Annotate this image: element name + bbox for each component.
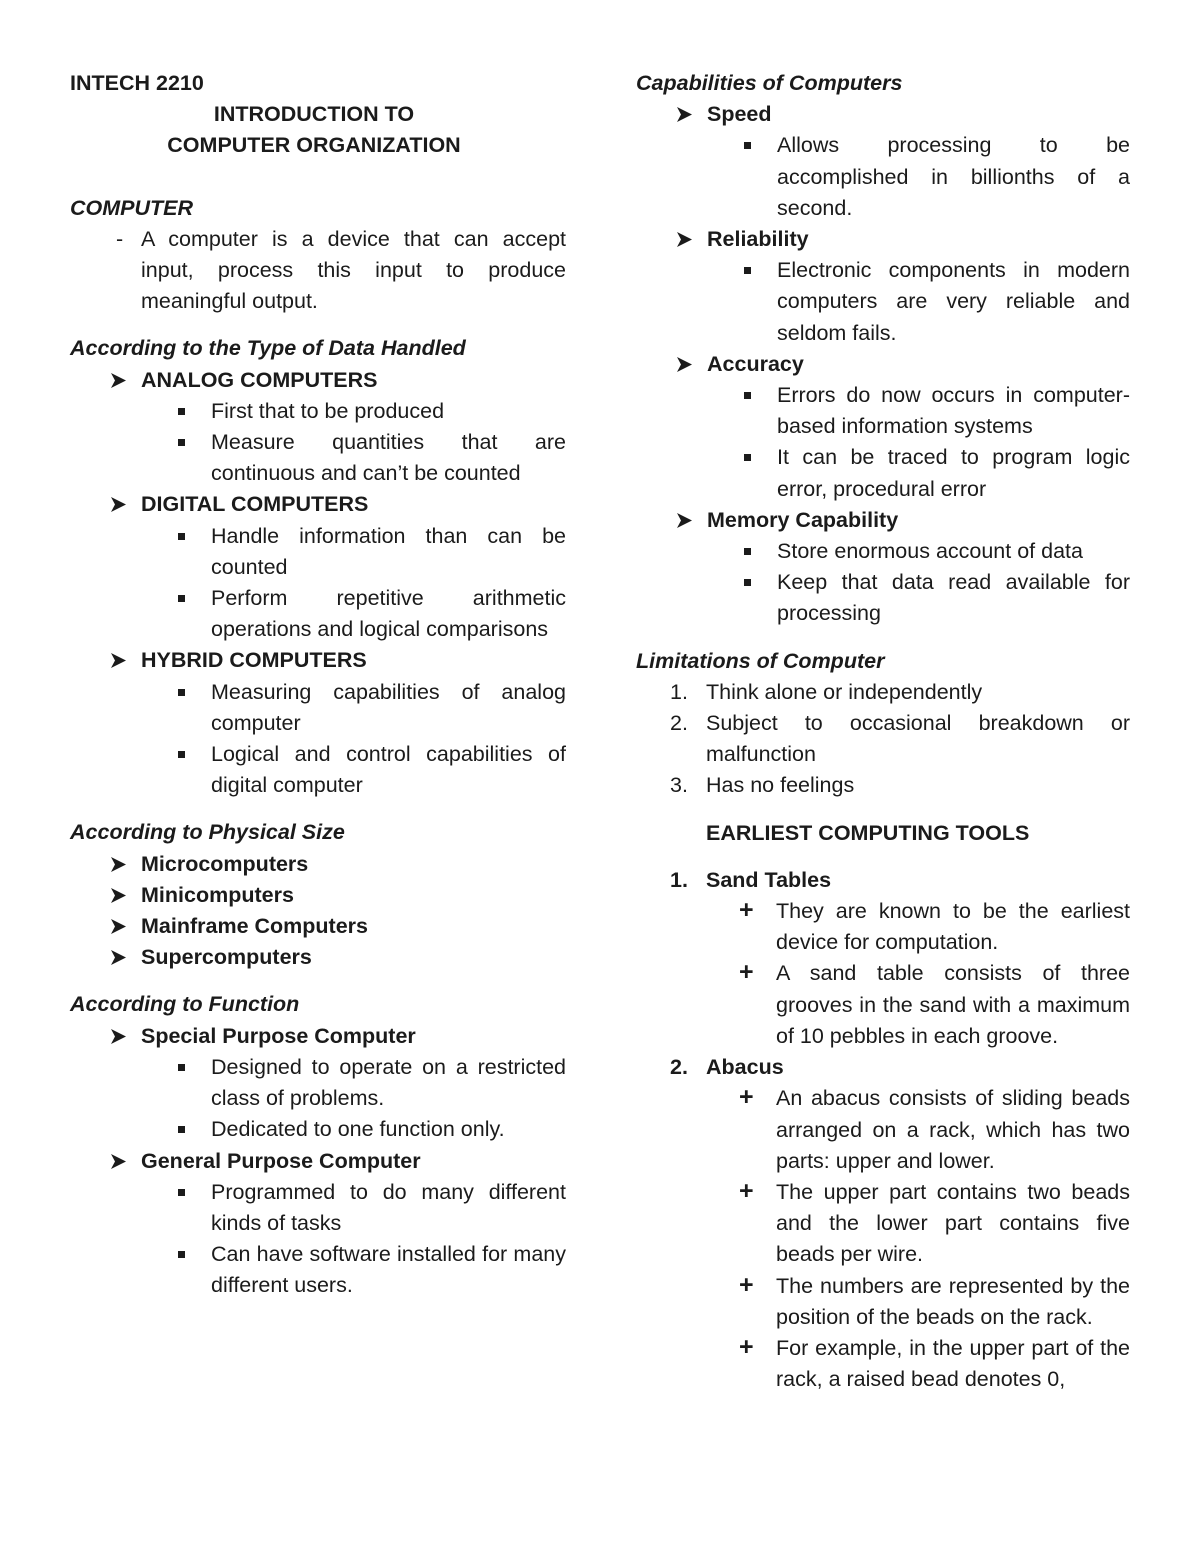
capabilities-heading: Capabilities of Computers — [636, 71, 903, 95]
arrow-bullet-icon — [108, 1146, 130, 1177]
list-number: 2. — [670, 711, 688, 736]
tool-name: Sand Tables — [706, 867, 832, 892]
limitation-text: Subject to occasional breakdown or malfunction — [706, 711, 1130, 767]
category-item — [70, 645, 566, 676]
arrow-bullet-icon — [674, 99, 696, 130]
bullet-text: First that to be produced — [211, 398, 445, 423]
square-bullet-icon — [178, 689, 185, 696]
limitation-item — [636, 677, 1130, 708]
arrow-bullet-icon — [108, 942, 130, 973]
bullet-text: Measuring capabilities of analog computer — [211, 679, 566, 735]
dash-marker: - — [116, 226, 124, 251]
bullet-text: Handle information than can be counted — [211, 523, 566, 579]
arrow-bullet-icon — [674, 224, 696, 255]
bullet-text: Programmed to do many different kinds of tasks — [211, 1179, 566, 1235]
bullet-point — [70, 583, 566, 645]
tool-point — [636, 1333, 1130, 1395]
bullet-point — [636, 442, 1130, 504]
bullet-point — [70, 1239, 566, 1301]
category-label: Mainframe Computers — [141, 914, 368, 939]
plus-bullet-icon: + — [739, 1332, 754, 1361]
arrow-bullet-icon — [108, 489, 130, 520]
bullet-text: Electronic components in modern computers are very reliable and seldom fails. — [777, 258, 1130, 345]
arrow-bullet-icon — [108, 849, 130, 880]
category-item — [636, 349, 1130, 380]
bullet-point — [70, 739, 566, 801]
category-label: Speed — [707, 102, 772, 127]
square-bullet-icon — [178, 439, 185, 446]
document-title-line-1: INTRODUCTION TO — [213, 102, 415, 127]
category-item — [70, 942, 566, 973]
plus-bullet-icon: + — [739, 1083, 754, 1112]
bullet-text: Allows processing to be accomplished in billionths of a second. — [777, 133, 1130, 220]
limitations-heading: Limitations of Computer — [636, 648, 885, 673]
category-label: Accuracy — [707, 351, 804, 376]
category-item — [70, 1021, 566, 1052]
square-bullet-icon — [178, 1189, 185, 1196]
type-heading: According to the Type of Data Handled — [70, 336, 466, 361]
category-label: Microcomputers — [141, 851, 309, 876]
category-label: Memory Capability — [707, 507, 899, 532]
bullet-text: Perform repetitive arithmetic operations and logical comparisons — [211, 586, 566, 642]
tool-name: Abacus — [706, 1055, 784, 1080]
square-bullet-icon — [178, 595, 185, 602]
plus-bullet-icon: + — [739, 958, 754, 987]
limitation-text: Has no feelings — [706, 773, 855, 798]
bullet-text: Dedicated to one function only. — [211, 1117, 505, 1142]
tools-list — [636, 865, 1130, 1395]
square-bullet-icon — [744, 267, 751, 274]
square-bullet-icon — [744, 579, 751, 586]
document-title-line-2: COMPUTER ORGANIZATION — [167, 133, 461, 158]
category-item — [70, 1146, 566, 1177]
bullet-point — [70, 1052, 566, 1114]
category-label: Special Purpose Computer — [141, 1023, 416, 1048]
bullet-text: Can have software installed for many different users. — [211, 1242, 566, 1298]
bullet-point — [70, 1177, 566, 1239]
category-item — [70, 911, 566, 942]
category-item — [70, 365, 566, 396]
tool-item — [636, 865, 1130, 896]
tools-heading: EARLIEST COMPUTING TOOLS — [706, 820, 1030, 845]
square-bullet-icon — [744, 392, 751, 399]
bullet-point — [70, 427, 566, 489]
function-list — [70, 1021, 566, 1302]
arrow-bullet-icon — [108, 911, 130, 942]
square-bullet-icon — [744, 142, 751, 149]
arrow-bullet-icon — [674, 505, 696, 536]
tool-point-text: The numbers are represented by the position of the beads on the rack. — [776, 1273, 1130, 1329]
list-number: 1. — [670, 867, 688, 892]
bullet-text: Keep that data read available for processing — [777, 570, 1130, 626]
category-item — [70, 489, 566, 520]
tool-point-text: The upper part contains two beads and the lower part contains five beads per wire. — [776, 1179, 1130, 1267]
type-list — [70, 365, 566, 802]
bullet-point — [636, 255, 1130, 349]
list-number: 2. — [670, 1055, 688, 1080]
category-item — [70, 880, 566, 911]
category-label: DIGITAL COMPUTERS — [141, 492, 369, 517]
bullet-text: Errors do now occurs in computer-based information systems — [777, 383, 1130, 439]
bullet-text: Logical and control capabilities of digital computer — [211, 742, 566, 798]
square-bullet-icon — [178, 1251, 185, 1258]
square-bullet-icon — [178, 751, 185, 758]
square-bullet-icon — [178, 1126, 185, 1133]
tool-item — [636, 1052, 1130, 1083]
category-label: General Purpose Computer — [141, 1148, 421, 1173]
category-item — [636, 505, 1130, 536]
square-bullet-icon — [744, 548, 751, 555]
size-list — [70, 849, 566, 974]
size-heading: According to Physical Size — [70, 820, 345, 845]
bullet-text: Store enormous account of data — [777, 539, 1083, 564]
category-label: HYBRID COMPUTERS — [141, 648, 367, 673]
tool-point — [636, 1271, 1130, 1333]
course-code: INTECH 2210 — [70, 71, 204, 95]
bullet-point — [70, 521, 566, 583]
category-item — [70, 849, 566, 880]
plus-bullet-icon: + — [739, 1270, 754, 1299]
bullet-point — [636, 567, 1130, 629]
list-number: 1. — [670, 679, 688, 704]
computer-heading: COMPUTER — [70, 195, 194, 220]
left-column — [70, 68, 566, 1302]
square-bullet-icon — [178, 408, 185, 415]
limitation-item — [636, 770, 1130, 801]
tool-point — [636, 896, 1130, 958]
right-column — [636, 68, 1130, 1395]
square-bullet-icon — [744, 454, 751, 461]
square-bullet-icon — [178, 533, 185, 540]
arrow-bullet-icon — [108, 1021, 130, 1052]
category-label: Reliability — [707, 227, 809, 252]
computer-definition: - A computer is a device that can accept input, process this input to produce meaningful output. — [70, 224, 566, 318]
tool-point — [636, 1177, 1130, 1271]
bullet-point — [70, 396, 566, 427]
bullet-point — [70, 1114, 566, 1145]
tool-point — [636, 1083, 1130, 1177]
arrow-bullet-icon — [108, 365, 130, 396]
plus-bullet-icon: + — [739, 1176, 754, 1205]
category-label: ANALOG COMPUTERS — [141, 367, 378, 392]
arrow-bullet-icon — [674, 349, 696, 380]
category-label: Minicomputers — [141, 882, 294, 907]
tool-point — [636, 958, 1130, 1052]
category-label: Supercomputers — [141, 945, 312, 970]
bullet-text: Measure quantities that are continuous and can’t be counted — [211, 430, 566, 486]
function-heading: According to Function — [70, 992, 300, 1017]
tool-point-text: A sand table consists of three grooves in the sand with a maximum of 10 pebbles in each groove. — [776, 961, 1130, 1048]
limitations-list — [636, 677, 1130, 802]
arrow-bullet-icon — [108, 880, 130, 911]
bullet-text: It can be traced to program logic error, procedural error — [777, 445, 1130, 501]
category-item — [636, 99, 1130, 130]
bullet-point — [636, 536, 1130, 567]
list-number: 3. — [670, 773, 688, 798]
limitation-item — [636, 708, 1130, 770]
bullet-point — [636, 130, 1130, 224]
bullet-point — [70, 677, 566, 739]
tool-point-text: They are known to be the earliest device for computation. — [776, 899, 1130, 955]
capabilities-list — [636, 99, 1130, 629]
category-item — [636, 224, 1130, 255]
arrow-bullet-icon — [108, 645, 130, 676]
tool-point-text: For example, in the upper part of the rack, a raised bead denotes 0, — [776, 1335, 1130, 1392]
plus-bullet-icon: + — [739, 896, 754, 925]
square-bullet-icon — [178, 1064, 185, 1071]
tool-point-text: An abacus consists of sliding beads arranged on a rack, which has two parts: upper and lower. — [776, 1086, 1130, 1173]
bullet-text: Designed to operate on a restricted class of problems. — [211, 1054, 566, 1111]
bullet-point — [636, 380, 1130, 442]
limitation-text: Think alone or independently — [706, 679, 983, 704]
